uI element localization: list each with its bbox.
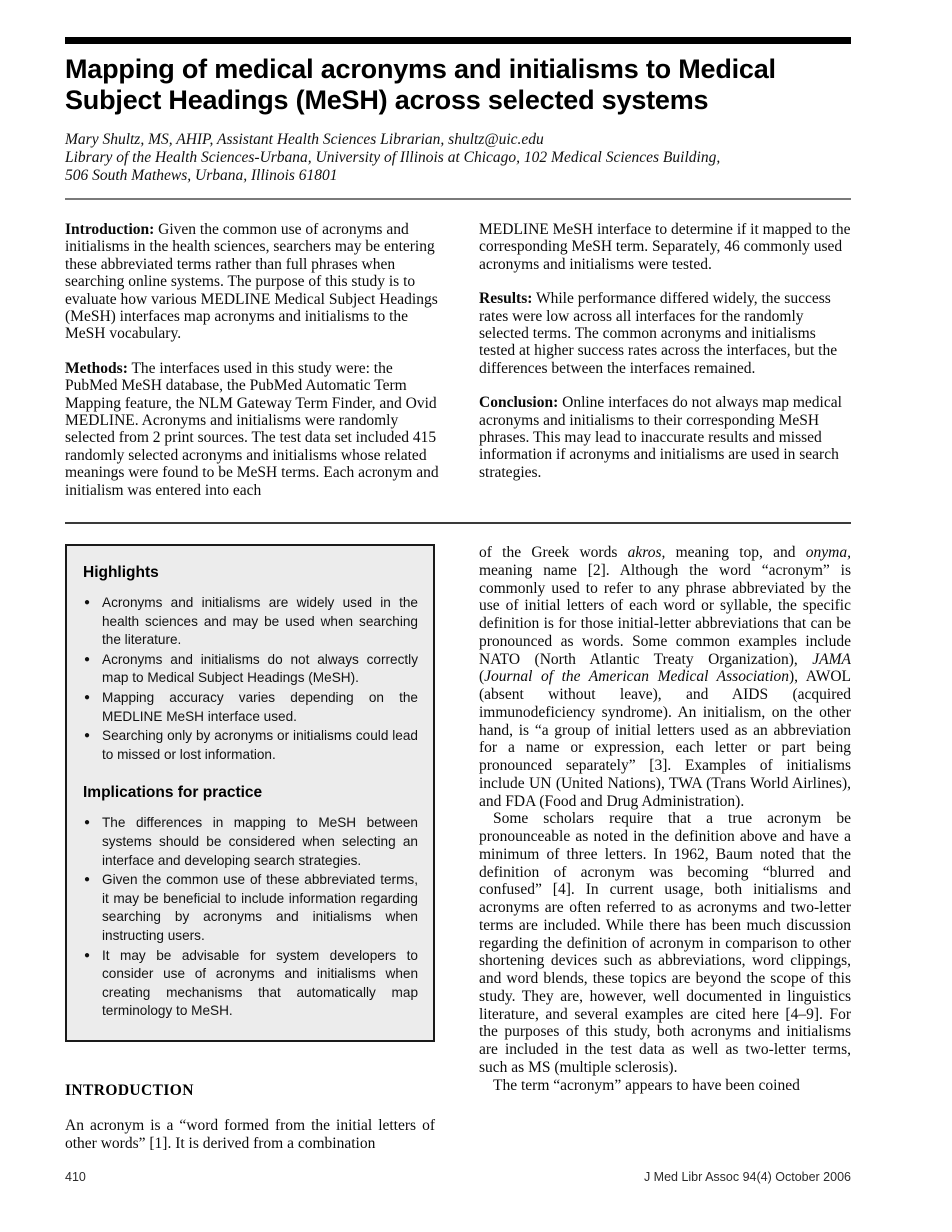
abstract-paragraph-conclusion	[479, 394, 851, 481]
highlights-box	[65, 544, 435, 1042]
author-block	[65, 131, 851, 185]
abstract-text: MEDLINE MeSH interface to determine if it mapped to the corresponding MeSH term. Separately, 46 commonly used acronyms and initialisms were tested.	[479, 221, 851, 273]
author-line: Mary Shultz, MS, AHIP, Assistant Health Sciences Librarian, shultz@uic.edu	[65, 131, 544, 148]
text-segment: (	[479, 668, 485, 686]
body-paragraph	[479, 1077, 851, 1095]
text-segment: meaning top, and	[665, 544, 806, 562]
text-segment: akros,	[627, 544, 666, 562]
body-paragraph	[479, 544, 851, 810]
abstract-paragraph-methods	[65, 360, 447, 499]
body-text-column	[479, 544, 851, 1168]
text-segment: JAMA	[812, 650, 851, 668]
left-column	[65, 544, 435, 1168]
abstract-text: While performance differed widely, the success rates were low across all interfaces for the randomly selected terms. The common acronyms and initialisms tested at higher success rates across the interfaces, but the differences between the interfaces remained.	[479, 290, 838, 377]
journal-citation: J Med Libr Assoc 94(4) October 2006	[643, 1170, 851, 1184]
divider-rule-abstract	[65, 522, 851, 524]
abstract-paragraph-results	[479, 290, 851, 377]
abstract-text: Given the common use of acronyms and initialisms in the health sciences, searchers may be entering these abbreviated terms rather than full phrases when searching online systems. The purpose of this study is to evaluate how various MEDLINE Medical Subject Headings (MeSH) interfaces map acronyms and initialisms to the MeSH vocabulary.	[65, 221, 438, 343]
abstract-label: Results:	[479, 290, 533, 308]
introduction-heading: INTRODUCTION	[65, 1081, 194, 1099]
bullet-item: ● Mapping accuracy varies depending on the MEDLINE MeSH interface used.	[83, 689, 418, 726]
body-paragraph	[479, 810, 851, 1076]
text-segment: of the Greek words	[479, 544, 628, 562]
bullet-item: ● Acronyms and initialisms are widely used in the health sciences and may be used when searching the literature.	[83, 594, 418, 650]
text-segment: The term “acronym” appears to have been coined	[493, 1076, 800, 1094]
highlights-bullet-list	[83, 594, 418, 764]
text-segment: ), AWOL (absent without leave), and AIDS (acquired immunodeficiency syndrome). An initialism, on the other hand, is “a group of initial letters used as an abbreviation for a name or expression, each letter or part being pronounced separately” [3]. Examples of initialisms include UN (United Nations), TWA (Trans World Airlines), and FDA (Food and Drug Administration).	[479, 668, 851, 810]
abstract-label: Methods:	[65, 359, 128, 377]
bullet-item: ● Searching only by acronyms or initialisms could lead to missed or lost information.	[83, 727, 418, 764]
bullet-item: ● Acronyms and initialisms do not always correctly map to Medical Subject Headings (MeSH).	[83, 651, 418, 688]
affiliation-line: Library of the Health Sciences-Urbana, University of Illinois at Chicago, 102 Medical Sciences Building,	[65, 149, 721, 166]
page-footer	[65, 1170, 851, 1184]
abstract-column-right	[479, 221, 851, 516]
text-segment: Some scholars require that a true acronym be pronounceable as noted in the definition above and have a minimum of three letters. In 1962, Baum noted that the definition of acronym was becoming “blurred and confused” [4]. In current usage, both initialisms and acronyms are often referred to as acronyms and two-letter terms are included. While there has been much discussion regarding the definition of acronym in comparison to other shortening devices such as abbreviations, word clippings, and word blends, these topics are beyond the scope of this study. They are, however, well documented in linguistics literature, and several examples are cited here [4–9]. For the purposes of this study, both acronyms and initialisms are included in the test data as well as two-letter terms, such as MS (multiple sclerosis).	[479, 810, 851, 1076]
bullet-item: ● Given the common use of these abbreviated terms, it may be beneficial to include information regarding searching by acronyms and initialisms when instructing users.	[83, 871, 418, 945]
implications-bullet-list	[83, 814, 418, 1021]
text-segment: Journal of the American Medical Association	[484, 668, 789, 686]
abstract-text: The interfaces used in this study were: the PubMed MeSH database, the PubMed Automatic Term Mapping feature, the NLM Gateway Term Finder, and Ovid MEDLINE. Acronyms and initialisms were randomly selected from 2 print sources. The test data set included 415 randomly selected acronyms and initialisms whose related meanings were found to be MeSH terms. Each acronym and initialism was entered into each	[65, 359, 439, 499]
abstract-paragraph-introduction	[65, 221, 447, 343]
introduction-paragraph: An acronym is a “word formed from the initial letters of other words” [1]. It is derived from a combination	[65, 1116, 435, 1152]
bullet-item: ● The differences in mapping to MeSH between systems should be considered when selecting an interface and developing search strategies.	[83, 814, 418, 870]
main-content	[65, 544, 851, 1168]
abstract-label: Introduction:	[65, 221, 155, 238]
text-segment: meaning name [2]. Although the word “acronym” is commonly used to refer to any phrase abbreviated by the use of initial letters of each word or syllable, the specific definition is for those initial-letter abbreviations that can be pronounced as words. Some common examples include NATO (North Atlantic Treaty Organization),	[479, 561, 851, 668]
abstract-paragraph-methods-continued	[479, 221, 851, 273]
implications-heading: Implications for practice	[83, 784, 263, 802]
abstract	[65, 221, 851, 516]
abstract-text: Online interfaces do not always map medical acronyms and initialisms to their corresponding MeSH phrases. This may lead to inaccurate results and missed information if acronyms and initialisms are used in search strategies.	[479, 394, 842, 481]
page-content	[65, 0, 851, 1168]
page-title: Mapping of medical acronyms and initialisms to Medical Subject Headings (MeSH) across selected systems	[65, 54, 776, 115]
top-rule-bar	[65, 37, 851, 44]
page-number: 410	[65, 1170, 86, 1184]
text-segment: onyma,	[805, 544, 851, 562]
abstract-label: Conclusion:	[479, 394, 559, 412]
highlights-heading: Highlights	[83, 564, 159, 582]
divider-rule-authors	[65, 198, 851, 200]
bullet-item: ● It may be advisable for system developers to consider use of acronyms and initialisms when creating mechanisms that automatically map terminology to MeSH.	[83, 947, 418, 1021]
address-line: 506 South Mathews, Urbana, Illinois 61801	[65, 167, 338, 184]
abstract-column-left	[65, 221, 447, 516]
